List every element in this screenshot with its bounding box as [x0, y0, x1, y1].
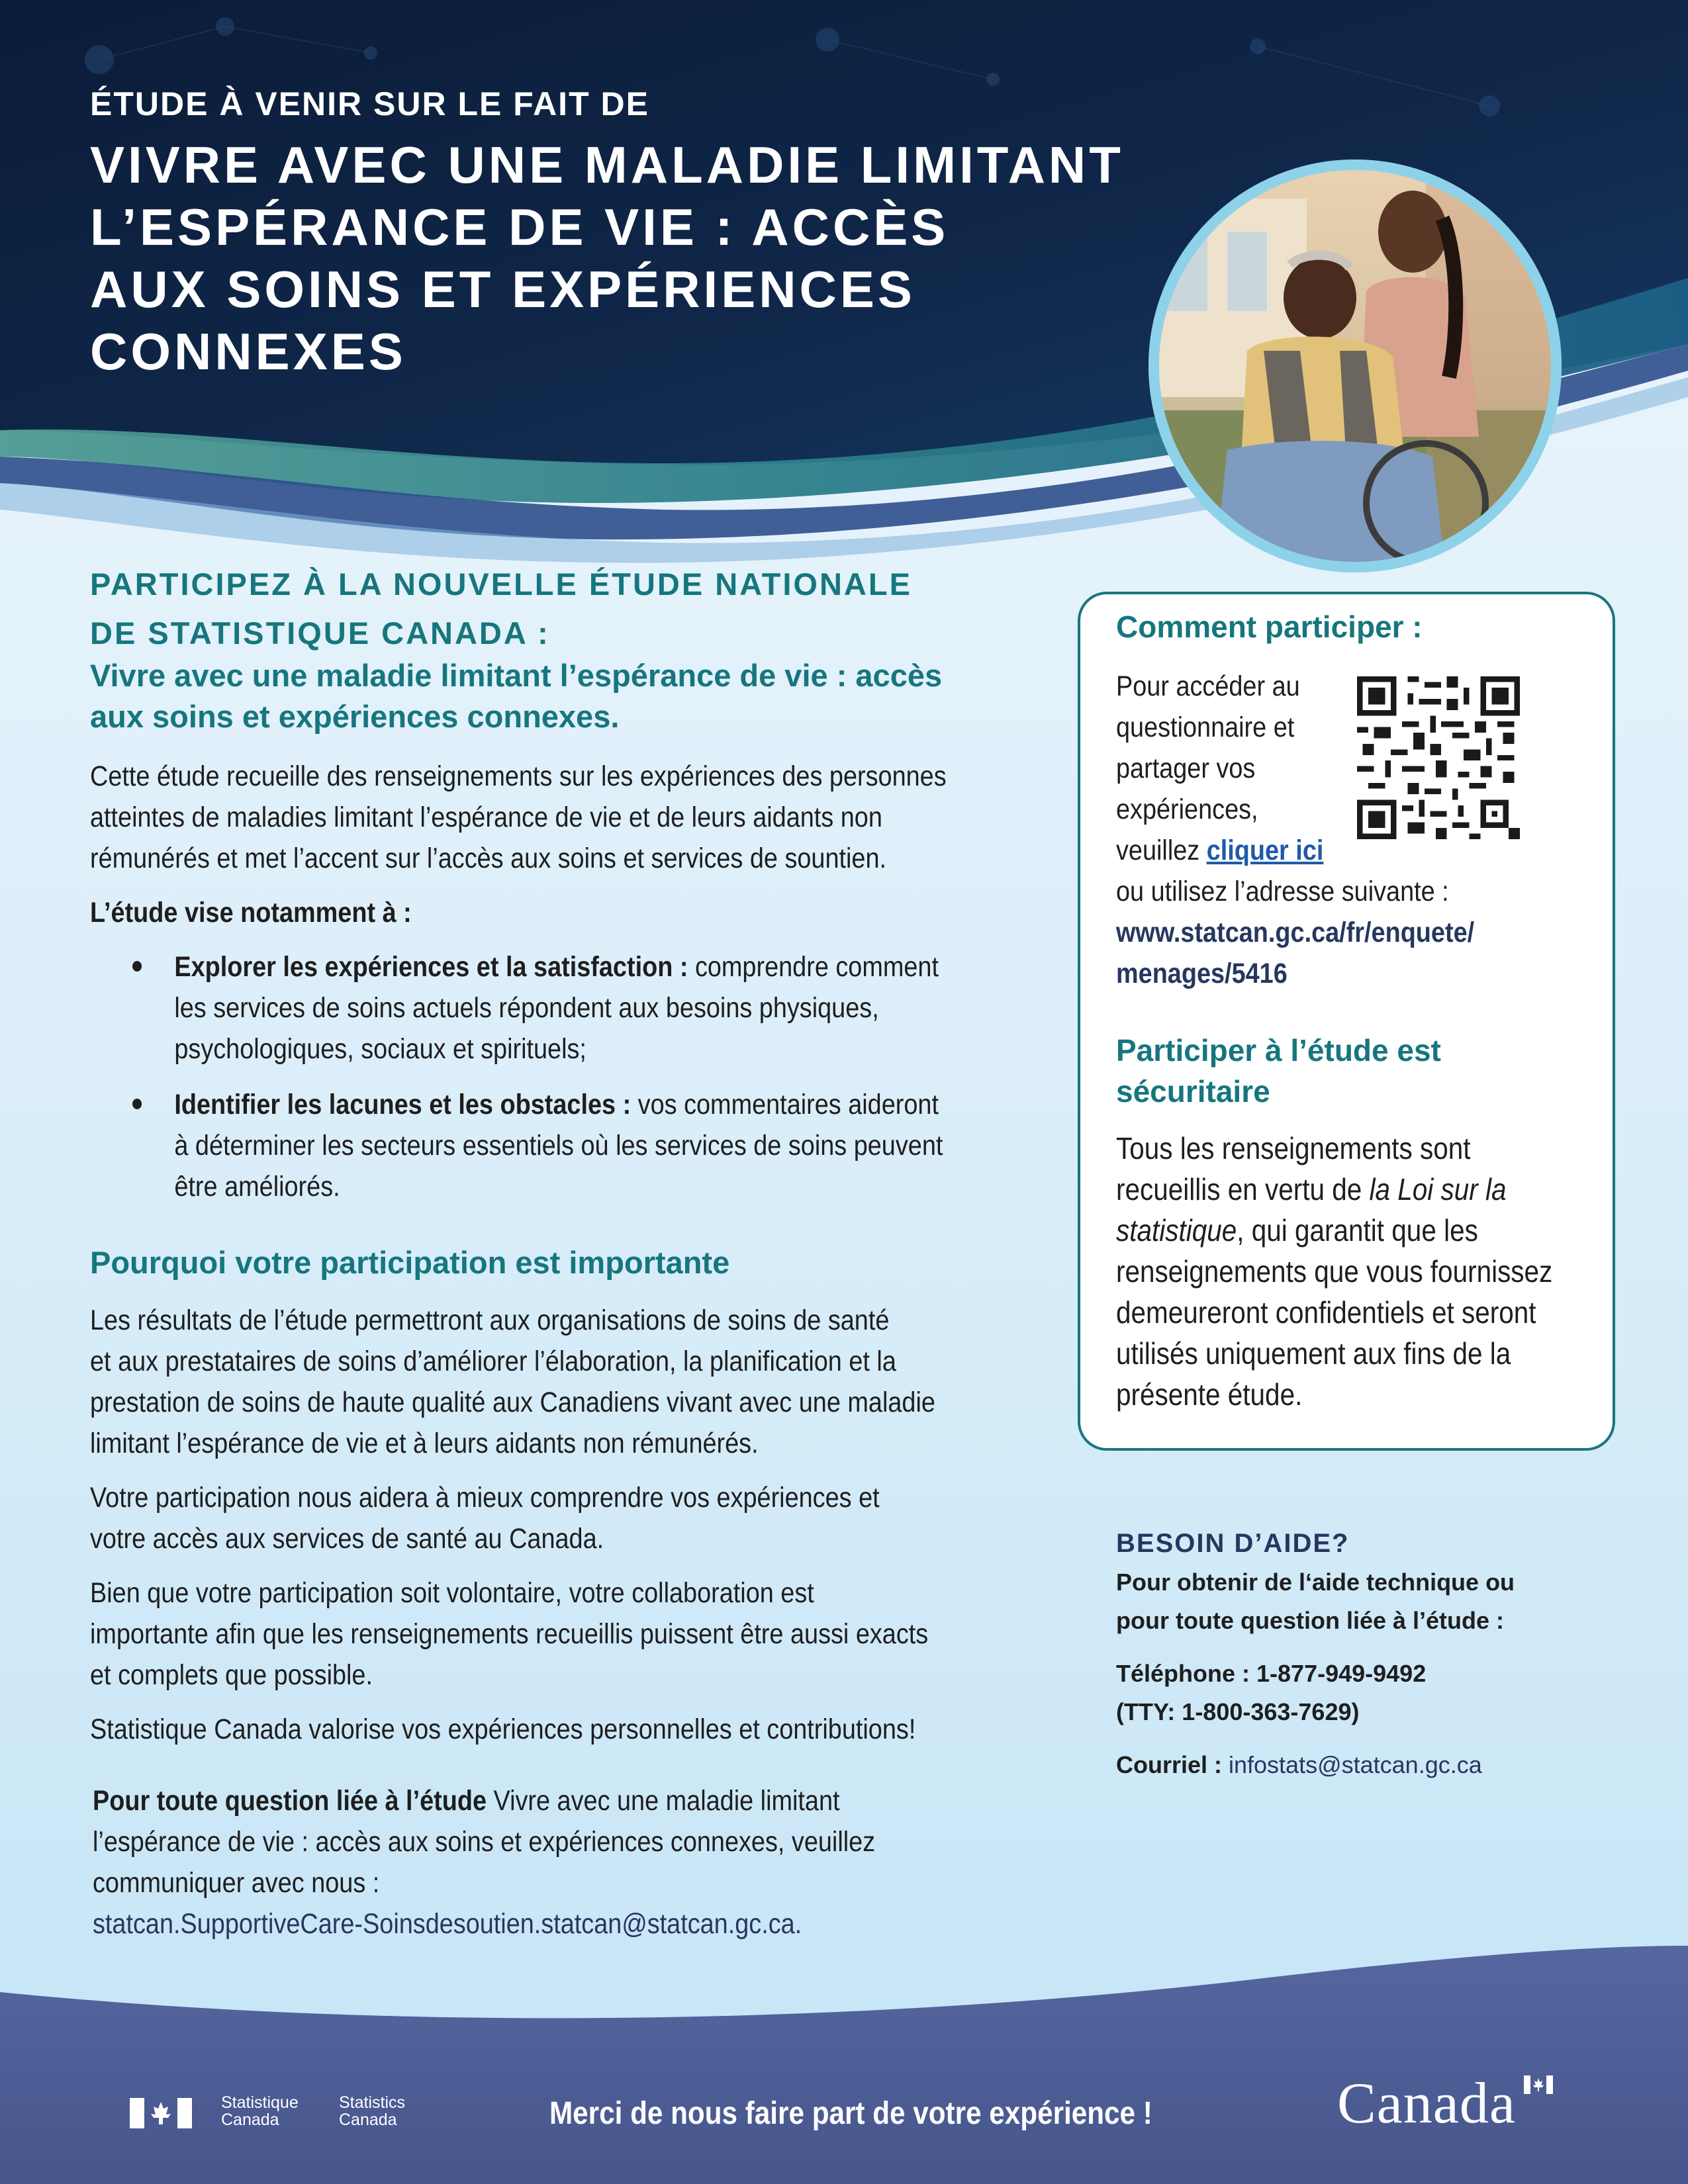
secure-line: renseignements que vous fournissez [1116, 1254, 1553, 1289]
title-line: L’ESPÉRANCE DE VIE : ACCÈS [90, 198, 949, 256]
help-email-link[interactable]: infostats@statcan.gc.ca [1229, 1751, 1482, 1778]
paragraph-line: votre accès aux services de santé au Canada. [90, 1523, 604, 1555]
paragraph-line: limitant l’espérance de vie et à leurs aidants non rémunérés. [90, 1428, 759, 1459]
card-line: expériences, [1116, 794, 1258, 825]
paragraph-line: et aux prestataires de soins d’améliorer l’élaboration, la planification et la [90, 1345, 896, 1377]
help-block [1116, 1563, 1593, 1784]
contact-text: Vivre avec une maladie limitant [487, 1785, 840, 1817]
bullet-line: être améliorés. [174, 1171, 340, 1203]
intro-paragraph [90, 756, 1080, 879]
card-line: partager vos [1116, 752, 1256, 784]
title-line: AUX SOINS ET EXPÉRIENCES [90, 260, 915, 318]
contact-line: communiquer avec nous : [93, 1867, 380, 1899]
secure-text: recueillis en vertu de [1116, 1172, 1370, 1206]
study-heading [90, 560, 1063, 658]
aims-label: L’étude vise notamment à : [90, 897, 412, 929]
why-heading: Pourquoi votre participation est importante [90, 1245, 730, 1280]
email-label: Courriel : [1116, 1751, 1229, 1778]
card-line: ou utilisez l’adresse suivante : [1116, 876, 1449, 907]
card-line: questionnaire et [1116, 711, 1295, 743]
fip-line: Statistics [339, 2093, 406, 2112]
secure-line: utilisés uniquement aux fins de la [1116, 1336, 1511, 1371]
tty-number: (TTY: 1-800-363-7629) [1116, 1698, 1360, 1725]
qr-code-icon[interactable] [1357, 676, 1520, 839]
subheading-line: Vivre avec une maladie limitant l’espérance de vie : accès [90, 658, 943, 693]
secure-heading-line: sécuritaire [1116, 1074, 1270, 1109]
why-paragraphs [90, 1300, 1057, 1763]
wordmark-flag-icon [1524, 2075, 1553, 2094]
secure-text: , qui garantit que les [1237, 1213, 1478, 1248]
bullet-line: les services de soins actuels répondent aux besoins physiques, [174, 992, 879, 1024]
aims-list [132, 946, 1088, 1222]
url-line: menages/5416 [1116, 958, 1288, 989]
help-heading: BESOIN D’AIDE? [1116, 1529, 1350, 1558]
paragraph [90, 1709, 1057, 1750]
bullet-line: à déterminer les secteurs essentiels où les services de soins peuvent [174, 1130, 943, 1161]
paragraph-line: et complets que possible. [90, 1659, 373, 1691]
canada-flag-icon [130, 2098, 192, 2128]
bullet-text: comprendre comment [688, 951, 939, 983]
bullet-line: psychologiques, sociaux et spirituels; [174, 1033, 586, 1065]
contact-email-link[interactable]: statcan.SupportiveCare-Soinsdesoutien.statcan@statcan.gc.ca. [93, 1908, 802, 1940]
fip-statistique [221, 2094, 299, 2128]
bullet-dot [132, 1099, 142, 1109]
caregiver-photo [1148, 159, 1562, 573]
paragraph [90, 1300, 1057, 1464]
secure-line: Tous les renseignements sont [1116, 1131, 1471, 1165]
fip-statistics [339, 2094, 405, 2128]
subheading-line: aux soins et expériences connexes. [90, 699, 620, 734]
paragraph-line: atteintes de maladies limitant l’espérance de vie et de leurs aidants non [90, 801, 882, 833]
law-name: la Loi sur la [1369, 1172, 1507, 1206]
title-line: CONNEXES [90, 322, 406, 381]
canada-wordmark: Canada [1337, 2071, 1516, 2136]
paragraph-line: Statistique Canada valorise vos expériences personnelles et contributions! [90, 1713, 916, 1745]
secure-heading-line: Participer à l’étude est [1116, 1033, 1441, 1068]
secure-line: présente étude. [1116, 1377, 1303, 1412]
bullet-text: vos commentaires aideront [631, 1089, 939, 1120]
secure-line: demeureront confidentiels et seront [1116, 1295, 1536, 1330]
list-item [132, 946, 1088, 1069]
paragraph-line: rémunérés et met l’accent sur l’accès aux soins et services de sountien. [90, 842, 887, 874]
heading-line: PARTICIPEZ À LA NOUVELLE ÉTUDE NATIONALE [90, 567, 912, 602]
help-line: Pour obtenir de l‘aide technique ou [1116, 1569, 1515, 1596]
paragraph-line: Cette étude recueille des renseignements sur les expériences des personnes [90, 760, 947, 792]
heading-line: DE STATISTIQUE CANADA : [90, 615, 550, 651]
bullet-bold: Explorer les expériences et la satisfaction : [174, 951, 688, 983]
thank-you-message: Merci de nous faire part de votre expérience ! [549, 2096, 1152, 2131]
click-prefix: veuillez [1116, 835, 1207, 866]
card-line: Pour accéder au [1116, 670, 1300, 702]
paragraph-line: Bien que votre participation soit volontaire, votre collaboration est [90, 1577, 814, 1609]
paragraph [90, 1572, 1057, 1696]
fip-line: Canada [221, 2111, 279, 2129]
url-line: www.statcan.gc.ca/fr/enquete/ [1116, 917, 1475, 948]
paragraph-line: importante afin que les renseignements recueillis puissent être aussi exacts [90, 1618, 929, 1650]
click-here-link[interactable]: cliquer ici [1206, 835, 1324, 866]
bullet-dot [132, 961, 142, 972]
title-eyebrow: ÉTUDE À VENIR SUR LE FAIT DE [90, 85, 649, 122]
bullet-bold: Identifier les lacunes et les obstacles : [174, 1089, 632, 1120]
list-item [132, 1084, 1088, 1207]
phone-number: Téléphone : 1-877-949-9492 [1116, 1660, 1427, 1687]
law-name: statistique [1116, 1213, 1237, 1248]
help-line: pour toute question liée à l’étude : [1116, 1607, 1505, 1634]
paragraph-line: prestation de soins de haute qualité aux Canadiens vivant avec une maladie [90, 1387, 935, 1418]
fip-line: Canada [339, 2111, 397, 2129]
contact-line: l’espérance de vie : accès aux soins et expériences connexes, veuillez [93, 1826, 876, 1858]
paragraph [90, 1477, 1057, 1559]
secure-paragraph [1116, 1128, 1582, 1415]
contact-paragraph [93, 1780, 1002, 1944]
study-subheading [90, 655, 1063, 737]
fip-line: Statistique [221, 2093, 299, 2112]
contact-bold: Pour toute question liée à l’étude [93, 1785, 487, 1817]
paragraph-line: Les résultats de l’étude permettront aux organisations de soins de santé [90, 1304, 890, 1336]
page-title [90, 134, 1229, 383]
card-heading: Comment participer : [1116, 610, 1423, 644]
survey-url-link[interactable] [1116, 912, 1536, 994]
secure-heading [1116, 1030, 1579, 1112]
title-line: VIVRE AVEC UNE MALADIE LIMITANT [90, 136, 1124, 194]
paragraph-line: Votre participation nous aidera à mieux comprendre vos expériences et [90, 1482, 880, 1514]
